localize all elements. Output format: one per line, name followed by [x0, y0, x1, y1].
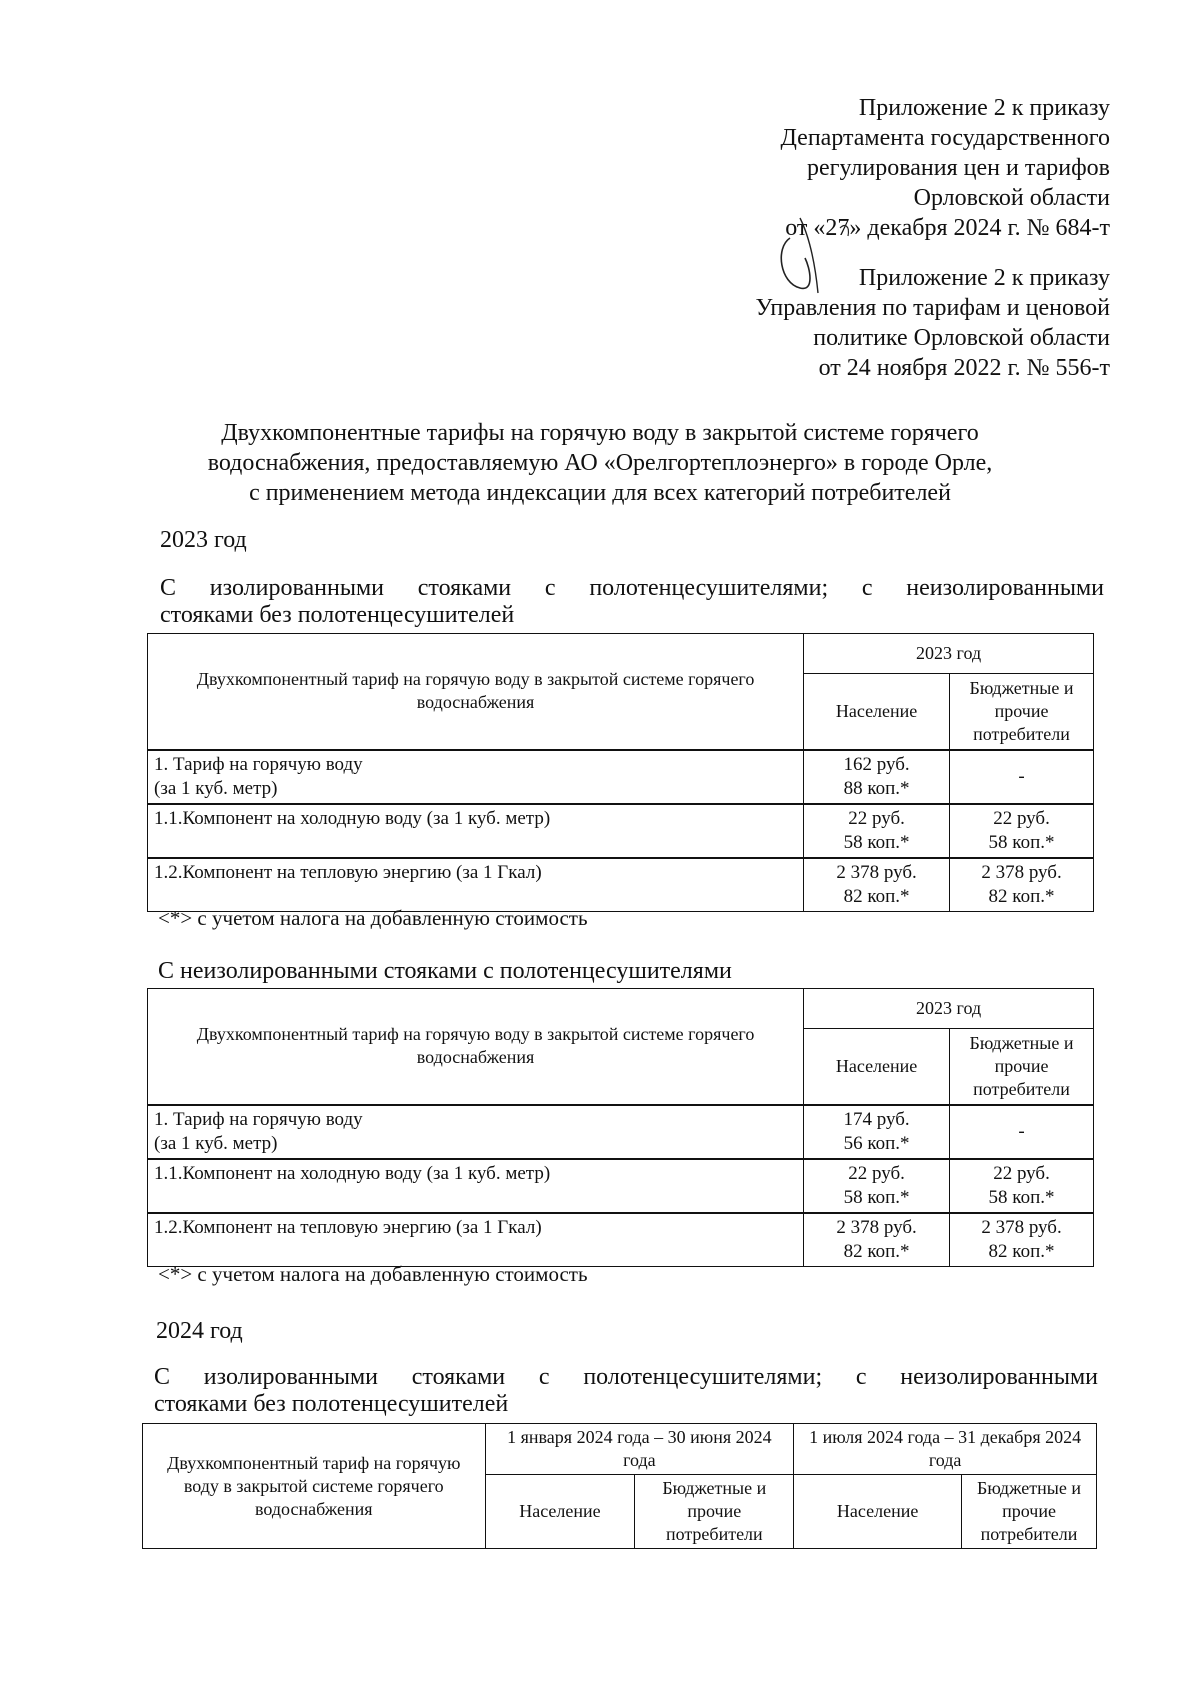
row-label-line: 1. Тариф на горячую воду — [154, 753, 363, 775]
value-budget: - — [950, 1105, 1094, 1159]
value-line: 162 руб. — [843, 753, 910, 775]
value-budget — [950, 858, 1094, 912]
year-heading-2023: 2023 год — [160, 527, 247, 553]
header-line: от 24 ноября 2022 г. № 556-т — [818, 355, 1110, 381]
value-population — [804, 804, 950, 858]
appendix-header-old — [756, 263, 1110, 383]
header-line: политике Орловской области — [813, 325, 1110, 351]
value-line: 56 коп.* — [843, 1132, 910, 1154]
section-title-insulated-2024 — [154, 1364, 1098, 1418]
row-label-line: (за 1 куб. метр) — [154, 777, 278, 799]
row-label-heat: 1.2.Компонент на тепловую энергию (за 1 Гкал) — [148, 858, 804, 912]
header-line: Приложение 2 к приказу — [858, 265, 1110, 291]
document-title — [150, 418, 1050, 508]
header-line: регулирования цен и тарифов — [807, 155, 1110, 181]
value-line: 2 378 руб. — [981, 1216, 1062, 1238]
value-budget — [950, 804, 1094, 858]
header-year: 2023 год — [804, 989, 1094, 1029]
header-line: от «27» декабря 2024 г. № 684-т — [785, 215, 1110, 241]
vat-note: <*> с учетом налога на добавленную стоимость — [158, 906, 588, 930]
value-line: 22 руб. — [848, 1162, 905, 1184]
tariff-table-2023-noninsulated — [147, 988, 1094, 1267]
title-line: Двухкомпонентные тарифы на горячую воду в закрытой системе горячего — [221, 420, 979, 446]
vat-note: <*> с учетом налога на добавленную стоимость — [158, 1262, 588, 1286]
col-population: Население — [804, 674, 950, 750]
value-budget — [950, 1213, 1094, 1267]
col-budget: Бюджетные и прочие потребители — [950, 1029, 1094, 1105]
header-description: Двухкомпонентный тариф на горячую воду в закрытой системе горячего водоснабжения — [148, 634, 804, 750]
row-label-line: 1. Тариф на горячую воду — [154, 1108, 363, 1130]
section-title-line: С изолированными стояками с полотенцесушителями; с неизолированными — [154, 1364, 1098, 1390]
year-heading-2024: 2024 год — [156, 1318, 243, 1344]
header-period-1: 1 января 2024 года – 30 июня 2024 года — [485, 1424, 794, 1475]
value-line: 58 коп.* — [843, 1186, 910, 1208]
col-population: Население — [485, 1475, 635, 1549]
value-line: 82 коп.* — [988, 1240, 1055, 1262]
value-line: 22 руб. — [993, 1162, 1050, 1184]
value-line: 82 коп.* — [843, 1240, 910, 1262]
value-budget — [950, 1159, 1094, 1213]
col-budget: Бюджетные и прочие потребители — [950, 674, 1094, 750]
value-line: 2 378 руб. — [836, 1216, 917, 1238]
value-population — [804, 1105, 950, 1159]
value-population — [804, 1159, 950, 1213]
row-label-line: (за 1 куб. метр) — [154, 1132, 278, 1154]
header-description: Двухкомпонентный тариф на горячую воду в закрытой системе горячего водоснабжения — [143, 1424, 486, 1549]
header-line: Орловской области — [913, 185, 1110, 211]
title-line: водоснабжения, предоставляемую АО «Орелгортеплоэнерго» в городе Орле, — [207, 450, 993, 476]
value-population — [804, 1213, 950, 1267]
value-population — [804, 750, 950, 804]
header-period-2: 1 июля 2024 года – 31 декабря 2024 года — [794, 1424, 1097, 1475]
value-population — [804, 858, 950, 912]
row-label-tariff — [148, 1105, 804, 1159]
value-line: 22 руб. — [848, 807, 905, 829]
section-title-line: стояками без полотенцесушителей — [154, 1391, 509, 1417]
value-line: 82 коп.* — [988, 885, 1055, 907]
value-line: 88 коп.* — [843, 777, 910, 799]
section-title-line: С изолированными стояками с полотенцесушителями; с неизолированными — [160, 575, 1104, 601]
section-title-insulated — [160, 575, 1104, 629]
value-line: 58 коп.* — [988, 1186, 1055, 1208]
header-line: Приложение 2 к приказу — [858, 95, 1110, 121]
header-year: 2023 год — [804, 634, 1094, 674]
value-line: 2 378 руб. — [836, 861, 917, 883]
value-line: 174 руб. — [843, 1108, 910, 1130]
header-line: Управления по тарифам и ценовой — [755, 295, 1110, 321]
col-population: Население — [794, 1475, 962, 1549]
value-line: 22 руб. — [993, 807, 1050, 829]
title-line: с применением метода индексации для всех категорий потребителей — [249, 480, 951, 506]
value-line: 82 коп.* — [843, 885, 910, 907]
value-budget: - — [950, 750, 1094, 804]
section-title-line: стояками без полотенцесушителей — [160, 602, 515, 628]
section-title-noninsulated: С неизолированными стояками с полотенцесушителями — [158, 958, 732, 984]
col-budget: Бюджетные и прочие потребители — [962, 1475, 1097, 1549]
row-label-cold-water: 1.1.Компонент на холодную воду (за 1 куб. метр) — [148, 804, 804, 858]
value-line: 2 378 руб. — [981, 861, 1062, 883]
col-budget: Бюджетные и прочие потребители — [635, 1475, 794, 1549]
col-population: Население — [804, 1029, 950, 1105]
tariff-table-2023-insulated — [147, 633, 1094, 912]
value-line: 58 коп.* — [988, 831, 1055, 853]
row-label-cold-water: 1.1.Компонент на холодную воду (за 1 куб. метр) — [148, 1159, 804, 1213]
row-label-heat: 1.2.Компонент на тепловую энергию (за 1 Гкал) — [148, 1213, 804, 1267]
value-line: 58 коп.* — [843, 831, 910, 853]
row-label-tariff — [148, 750, 804, 804]
header-description: Двухкомпонентный тариф на горячую воду в закрытой системе горячего водоснабжения — [148, 989, 804, 1105]
header-line: Департамента государственного — [780, 125, 1110, 151]
tariff-table-2024-insulated — [142, 1423, 1097, 1549]
